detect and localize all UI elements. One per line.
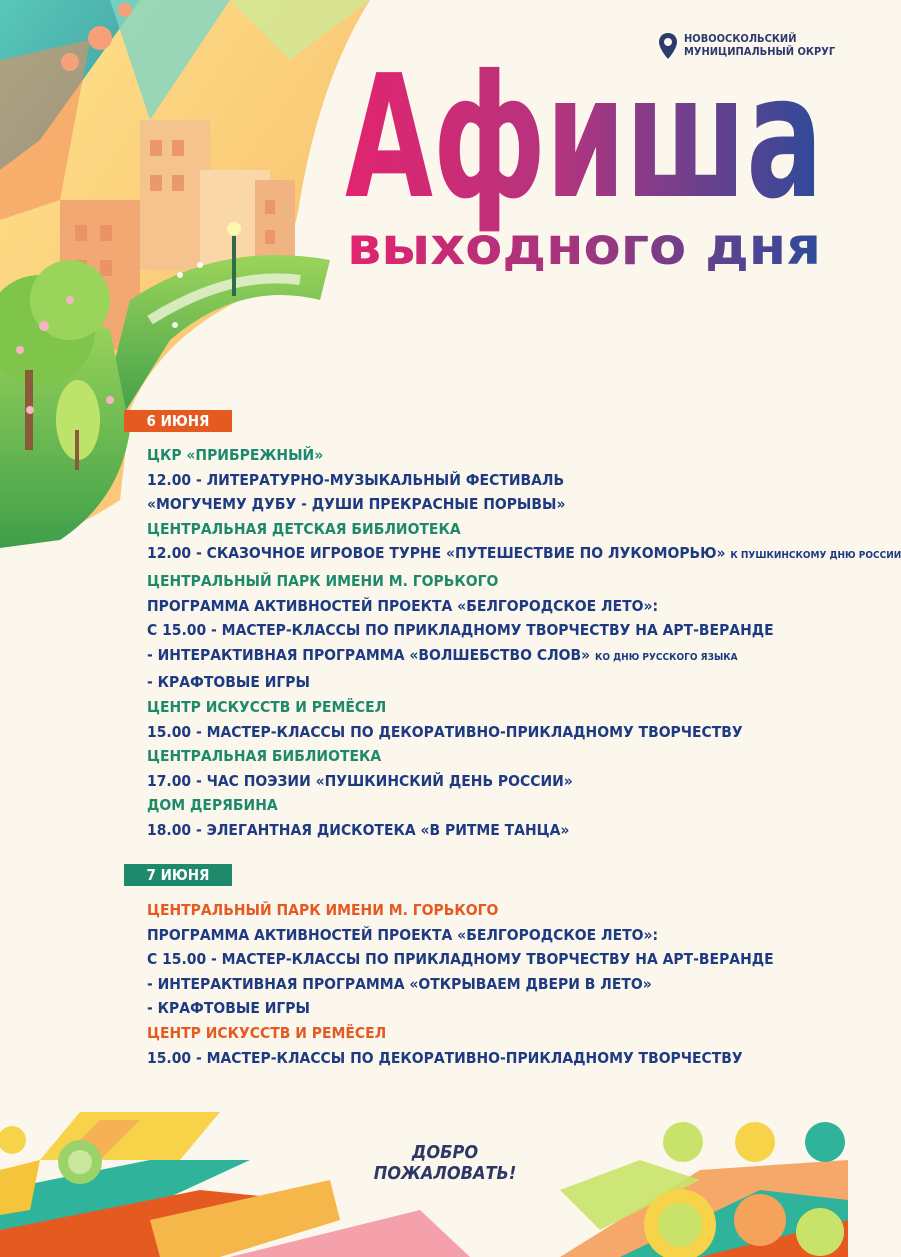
event-line <box>147 643 837 671</box>
event-note: К ПУШКИНСКОМУ ДНЮ РОССИИ <box>730 550 901 562</box>
event-line: 17.00 - ЧАС ПОЭЗИИ «ПУШКИНСКИЙ ДЕНЬ РОССИИ» <box>147 771 573 790</box>
schedule-day1 <box>147 443 901 843</box>
event-line: ПРОГРАММА АКТИВНОСТЕЙ ПРОЕКТА «БЕЛГОРОДСКОЕ ЛЕТО»: <box>147 596 659 615</box>
date-badge-day1: 6 ИЮНЯ <box>124 410 232 432</box>
page-subtitle <box>345 216 835 276</box>
event-line: 15.00 - МАСТЕР-КЛАССЫ ПО ДЕКОРАТИВНО-ПРИКЛАДНОМУ ТВОРЧЕСТВУ <box>147 722 743 741</box>
event-line: - КРАФТОВЫЕ ИГРЫ <box>147 673 310 692</box>
region-line1: НОВООСКОЛЬСКИЙ <box>684 32 797 45</box>
venue-title: ЦКР «ПРИБРЕЖНЫЙ» <box>147 446 324 464</box>
event-line: С 15.00 - МАСТЕР-КЛАССЫ ПО ПРИКЛАДНОМУ ТВОРЧЕСТВУ НА АРТ-ВЕРАНДЕ <box>147 621 774 640</box>
venue-title: ЦЕНТРАЛЬНАЯ БИБЛИОТЕКА <box>147 747 382 766</box>
subtitle-text: выходного дня <box>347 217 821 277</box>
event-text: 12.00 - СКАЗОЧНОЕ ИГРОВОЕ ТУРНЕ «ПУТЕШЕСТВИЕ ПО ЛУКОМОРЬЮ» <box>147 544 726 563</box>
event-line: - ИНТЕРАКТИВНАЯ ПРОГРАММА «ОТКРЫВАЕМ ДВЕРИ В ЛЕТО» <box>147 974 652 993</box>
venue-title: ДОМ ДЕРЯБИНА <box>147 796 278 815</box>
title-text: Афиша <box>345 39 823 237</box>
venue-title: ЦЕНТРАЛЬНАЯ ДЕТСКАЯ БИБЛИОТЕКА <box>147 519 461 538</box>
event-line: 18.00 - ЭЛЕГАНТНАЯ ДИСКОТЕКА «В РИТМЕ ТАНЦА» <box>147 820 570 839</box>
venue-title: ЦЕНТРАЛЬНЫЙ ПАРК ИМЕНИ М. ГОРЬКОГО <box>147 901 499 919</box>
welcome-text: ДОБРО ПОЖАЛОВАТЬ! <box>373 1142 517 1184</box>
event-line: ПРОГРАММА АКТИВНОСТЕЙ ПРОЕКТА «БЕЛГОРОДСКОЕ ЛЕТО»: <box>147 925 659 944</box>
venue-title: ЦЕНТРАЛЬНЫЙ ПАРК ИМЕНИ М. ГОРЬКОГО <box>147 571 499 590</box>
event-line: С 15.00 - МАСТЕР-КЛАССЫ ПО ПРИКЛАДНОМУ ТВОРЧЕСТВУ НА АРТ-ВЕРАНДЕ <box>147 950 774 969</box>
event-line: «МОГУЧЕМУ ДУБУ - ДУШИ ПРЕКРАСНЫЕ ПОРЫВЫ» <box>147 495 566 514</box>
venue-title: ЦЕНТР ИСКУССТВ И РЕМЁСЕЛ <box>147 1023 387 1042</box>
event-line: - КРАФТОВЫЕ ИГРЫ <box>147 999 310 1018</box>
date-badge-day2: 7 ИЮНЯ <box>124 864 232 886</box>
schedule-day2 <box>147 898 837 1070</box>
page-title <box>345 39 835 237</box>
event-line: 15.00 - МАСТЕР-КЛАССЫ ПО ДЕКОРАТИВНО-ПРИКЛАДНОМУ ТВОРЧЕСТВУ <box>147 1048 743 1067</box>
event-text: - ИНТЕРАКТИВНАЯ ПРОГРАММА «ВОЛШЕБСТВО СЛОВ» <box>147 645 591 664</box>
event-line <box>147 541 901 569</box>
region-line2: МУНИЦИПАЛЬНЫЙ ОКРУГ <box>684 45 836 58</box>
venue-title: ЦЕНТР ИСКУССТВ И РЕМЁСЕЛ <box>147 697 387 716</box>
event-line: 12.00 - ЛИТЕРАТУРНО-МУЗЫКАЛЬНЫЙ ФЕСТИВАЛЬ <box>147 470 565 489</box>
event-note: КО ДНЮ РУССКОГО ЯЗЫКА <box>595 651 738 663</box>
